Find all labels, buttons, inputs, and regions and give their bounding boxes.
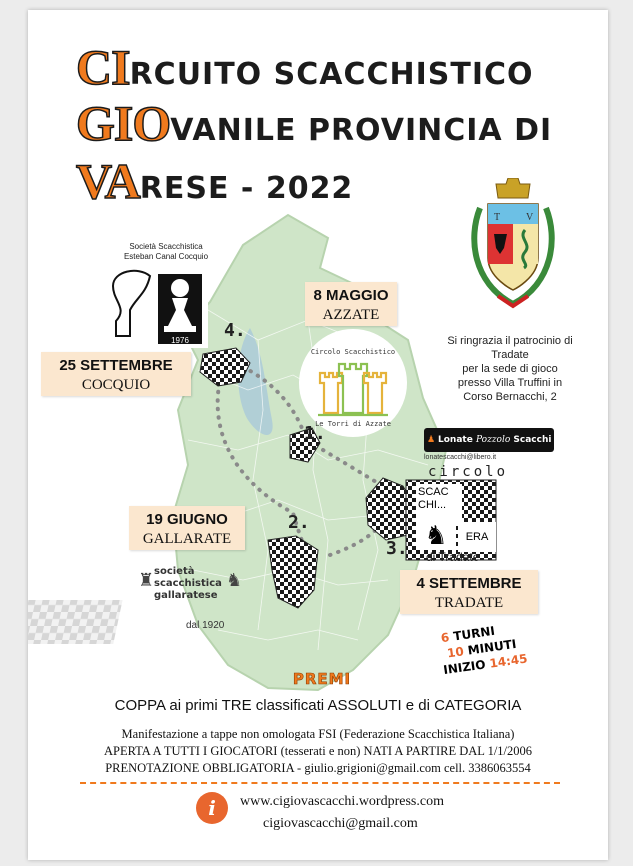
tradate-crest — [458, 178, 568, 318]
place-azzate: AZZATE — [322, 307, 380, 323]
turni-label: TURNI — [452, 623, 496, 644]
date-gallarate: 19 GIUGNO — [146, 511, 228, 528]
title-line3: RESE - 2022 — [139, 171, 354, 206]
title-va: VA — [76, 153, 140, 209]
azzate-rooks-logo — [298, 328, 408, 438]
rules-line-1: Manifestazione a tappe non omologata FSI (Federazione Scacchistica Italiana) — [121, 727, 515, 741]
rules-text — [28, 726, 608, 777]
stage-2-number: 2. — [288, 512, 310, 533]
patronage-text: Si ringrazia il patrocinio di Tradate per la sede di gioco presso Villa Truffini in Corso Bernacchi, 2 — [447, 335, 573, 403]
lonate-logo: ♟ Lonate Pozzolo Scacchi — [424, 428, 554, 452]
tradate-di: di Tradate — [426, 550, 480, 564]
date-azzate: 8 MAGGIO — [313, 287, 389, 304]
inizio-time: 14:45 — [488, 651, 529, 671]
place-gallarate: GALLARATE — [142, 531, 232, 547]
gallaratese-name: società scacchistica gallaratese — [154, 566, 222, 601]
date-box-gallarate — [129, 506, 245, 550]
coppa-text: COPPA ai primi TRE classificati ASSOLUTI e di CATEGORIA — [114, 697, 522, 714]
premi-heading: PREMI — [292, 670, 352, 688]
tradate-era-label: ERA — [458, 522, 496, 552]
title-line2: VANILE PROVINCIA DI — [170, 113, 553, 148]
lonate-email: lonatescacchi@libero.it — [424, 454, 497, 461]
dashed-separator — [80, 782, 560, 784]
email-link[interactable]: cigiovascacchi@gmail.com — [263, 816, 418, 831]
lonate-pawn-icon: ♟ — [426, 435, 436, 445]
date-box-cocquio — [41, 352, 191, 396]
title-ci: CI — [76, 39, 130, 95]
date-cocquio: 25 SETTEMBRE — [59, 357, 173, 374]
rules-line-2: APERTA A TUTTI I GIOCATORI (tesserati e non) NATI A PARTIRE DAL 1/1/2006 — [103, 744, 533, 758]
turni-number: 6 — [440, 630, 451, 646]
rook-icon: ♜ — [138, 570, 155, 590]
stage-3-number: 3. — [386, 538, 408, 559]
stage-1-number: 1. — [304, 423, 326, 444]
date-box-azzate — [305, 282, 397, 326]
cocquio-pawn-logo — [108, 266, 208, 348]
cocquio-club-name: Società Scacchistica Esteban Canal Cocquio — [123, 242, 209, 261]
date-box-tradate — [400, 570, 538, 614]
tradate-word-circolo: circolo — [428, 464, 509, 480]
tradate-scacchi-label: SCAC CHI... — [416, 484, 462, 526]
crest-letter-left: T — [494, 212, 501, 223]
rules-line-3: PRENOTAZIONE OBBLIGATORIA - giulio.grigioni@gmail.com cell. 3386063554 — [105, 761, 531, 775]
place-tradate: TRADATE — [434, 595, 504, 611]
place-cocquio: COCQUIO — [81, 377, 151, 393]
knight-small-icon: ♞ — [226, 570, 243, 590]
website-link[interactable]: www.cigiovascacchi.wordpress.com — [240, 794, 444, 809]
cocquio-year: 1976 — [171, 336, 189, 345]
inizio-label: INIZIO — [442, 657, 487, 678]
title-line1: RCUITO SCACCHISTICO — [129, 57, 534, 92]
info-icon: i — [196, 792, 228, 824]
knight-icon: ♞ — [416, 520, 456, 550]
title-gio: GIO — [76, 95, 171, 151]
azzate-arc-bottom: Le Torri di Azzate — [315, 420, 391, 428]
gallaratese-since: dal 1920 — [186, 620, 225, 631]
flyer — [28, 10, 608, 860]
crest-letter-right: V — [526, 212, 534, 223]
date-tradate: 4 SETTEMBRE — [416, 575, 522, 592]
minuti-number: 10 — [446, 644, 465, 661]
azzate-arc-top: Circolo Scacchistico — [310, 348, 396, 356]
gallaratese-board — [28, 600, 123, 644]
minuti-label: MINUTI — [466, 636, 518, 658]
stage-4-number: 4. — [224, 320, 246, 341]
